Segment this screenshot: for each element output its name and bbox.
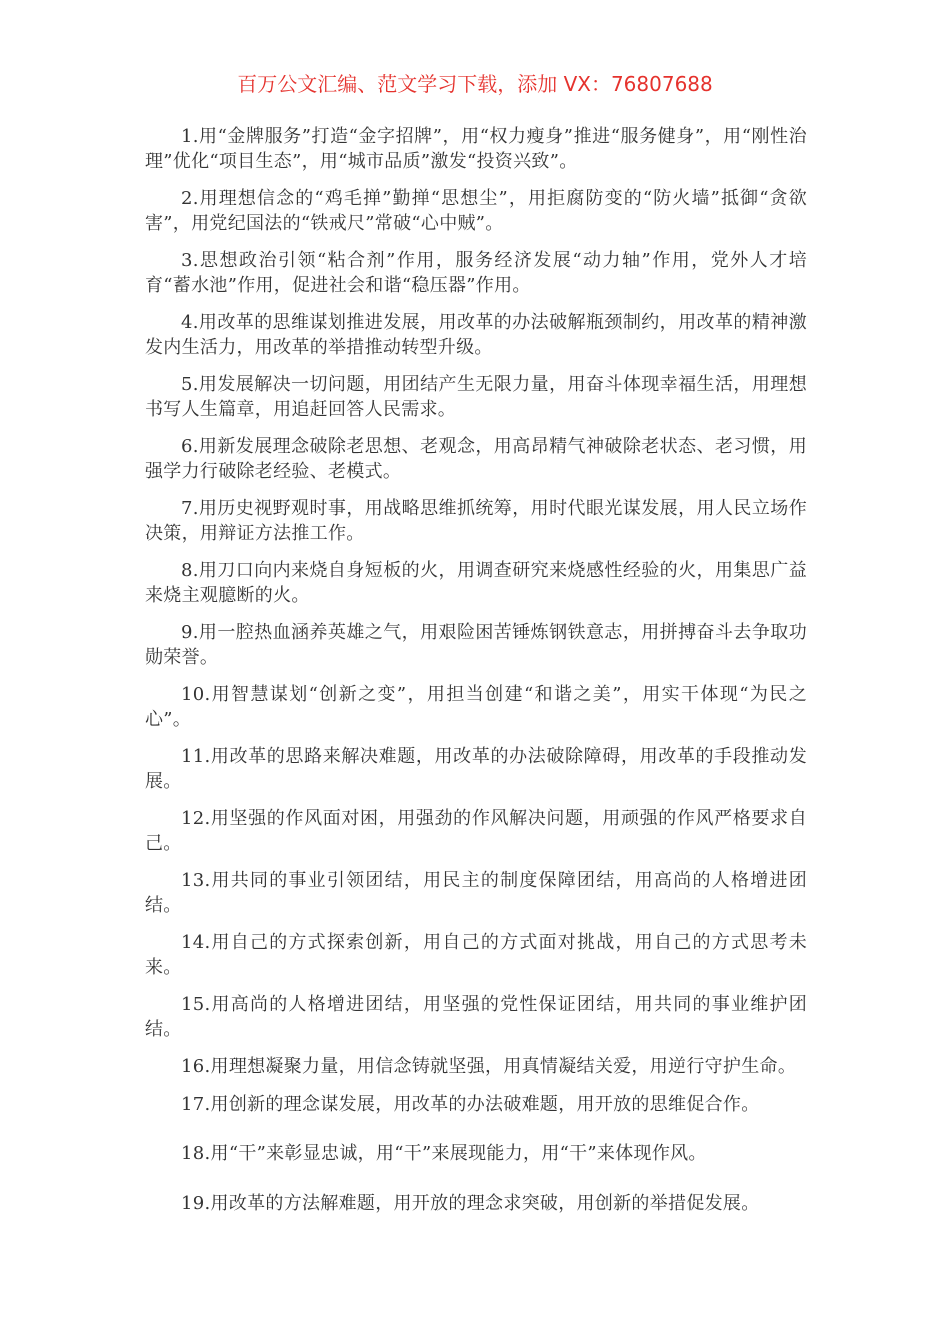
list-item: 10.用智慧谋划“创新之变”，用担当创建“和谐之美”，用实干体现“为民之心”。 — [145, 684, 807, 730]
list-item: 17.用创新的理念谋发展，用改革的办法破难题，用开放的思维促合作。 — [181, 1093, 760, 1115]
promo-header: 百万公文汇编、范文学习下载，添加 VX：76807688 — [237, 72, 713, 96]
list-item: 3.思想政治引领“粘合剂”作用，服务经济发展“动力轴”作用，党外人才培育“蓄水池”作用，促进社会和谐“稳压器”作用。 — [145, 250, 807, 296]
list-item: 13.用共同的事业引领团结，用民主的制度保障团结，用高尚的人格增进团结。 — [145, 870, 807, 916]
list-item: 12.用坚强的作风面对困，用强劲的作风解决问题，用顽强的作风严格要求自己。 — [145, 808, 807, 854]
list-item: 9.用一腔热血涵养英雄之气，用艰险困苦锤炼钢铁意志，用拼搏奋斗去争取功勋荣誉。 — [145, 622, 807, 668]
list-item: 18.用“干”来彰显忠诚，用“干”来展现能力，用“干”来体现作风。 — [181, 1143, 707, 1164]
list-item: 7.用历史视野观时事，用战略思维抓统筹，用时代眼光谋发展，用人民立场作决策，用辩证方法推工作。 — [145, 498, 807, 544]
list-item: 4.用改革的思维谋划推进发展，用改革的办法破解瓶颈制约，用改革的精神激发内生活力，用改革的举措推动转型升级。 — [145, 312, 807, 358]
list-item: 15.用高尚的人格增进团结，用坚强的党性保证团结，用共同的事业维护团结。 — [145, 994, 807, 1040]
list-item: 2.用理想信念的“鸡毛掸”勤掸“思想尘”，用拒腐防变的“防火墙”抵御“贪欲害”，用党纪国法的“铁戒尺”常破“心中贼”。 — [145, 188, 807, 234]
list-item: 16.用理想凝聚力量，用信念铸就坚强，用真情凝结关爱，用逆行守护生命。 — [181, 1056, 797, 1077]
list-item: 1.用“金牌服务”打造“金字招牌”，用“权力瘦身”推进“服务健身”，用“刚性治理”优化“项目生态”，用“城市品质”激发“投资兴致”。 — [145, 126, 807, 172]
list-item: 14.用自己的方式探索创新，用自己的方式面对挑战，用自己的方式思考未来。 — [145, 932, 807, 978]
document-body — [145, 125, 807, 1229]
list-item: 8.用刀口向内来烧自身短板的火，用调查研究来烧感性经验的火，用集思广益来烧主观臆断的火。 — [145, 560, 807, 606]
list-item: 19.用改革的方法解难题，用开放的理念求突破，用创新的举措促发展。 — [181, 1192, 760, 1214]
list-item: 11.用改革的思路来解决难题，用改革的办法破除障碍，用改革的手段推动发展。 — [145, 746, 807, 792]
list-item: 6.用新发展理念破除老思想、老观念，用高昂精气神破除老状态、老习惯，用强学力行破除老经验、老模式。 — [145, 436, 807, 482]
list-item: 5.用发展解决一切问题，用团结产生无限力量，用奋斗体现幸福生活，用理想书写人生篇章，用追赶回答人民需求。 — [145, 374, 807, 420]
